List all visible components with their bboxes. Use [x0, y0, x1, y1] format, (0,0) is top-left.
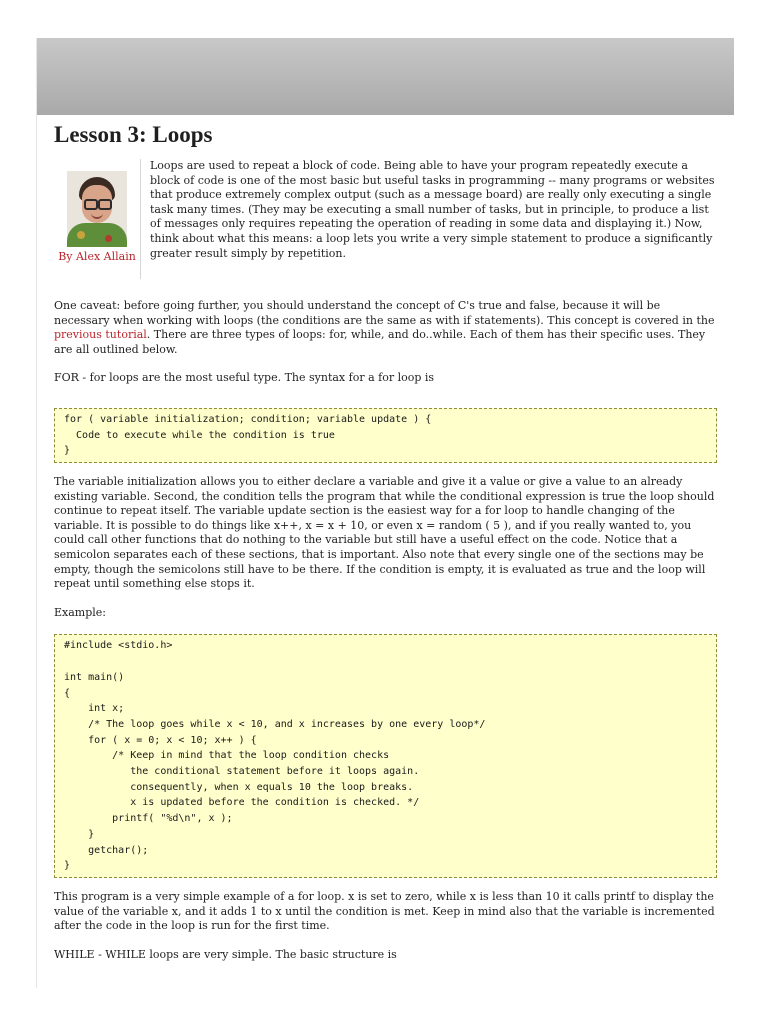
intro-section: [54, 159, 717, 299]
previous-tutorial-link[interactable]: previous tutorial: [54, 328, 147, 342]
for-syntax-code-block: for ( variable initialization; condition; variable update ) { Code to execute while the condition is true }: [54, 408, 717, 463]
while-intro-paragraph: WHILE - WHILE loops are very simple. The basic structure is: [54, 947, 397, 961]
example-label: Example:: [54, 605, 106, 619]
author-block: [54, 171, 140, 263]
author-byline-link[interactable]: By Alex Allain: [58, 250, 136, 263]
caveat-paragraph: [54, 299, 716, 357]
header-banner: [37, 38, 734, 115]
document-page: [36, 38, 734, 988]
for-explanation-paragraph: The variable initialization allows you to either declare a variable and give it a value or give a value to an already existing variable. Second, the condition tells the program that while the conditional expression is true the loop should continue to repeat itself. The variable update section is the easiest way for a for loop to handle changing of the variable. It is possible to do things like x++, x = x + 10, or even x = random ( 5 ), and if you really wanted to, you could call other functions that do nothing to the variable but still have a useful effect on the code. Notice that a semicolon separates each of these sections, that is important. Also note that every single one of the sections may be empty, though the semicolons still have to be there. If the condition is empty, it is evaluated as true and the loop will repeat until something else stops it.: [54, 475, 715, 591]
caveat-text-after: . There are three types of loops: for, while, and do..while. Each of them has their specific uses. They are all outlined below.: [54, 328, 706, 356]
intro-paragraph: Loops are used to repeat a block of code. Being able to have your program repeatedly execute a block of code is one of the most basic but useful tasks in programming -- many programs or websites that produce extremely complex output (such as a message board) are really only executing a single task many times. (They may be executing a small number of tasks, but in principle, to produce a list of messages only requires repeating the operation of reading in some data and displaying it.) Now, think about what this means: a loop lets you write a very simple statement to produce a significantly greater result simply by repetition.: [150, 159, 715, 260]
page-title: Lesson 3: Loops: [54, 122, 213, 147]
for-intro-paragraph: FOR - for loops are the most useful type. The syntax for a for loop is: [54, 371, 435, 385]
intro-divider: [140, 159, 141, 279]
example-code-block: #include <stdio.h> int main() { int x; /* The loop goes while x < 10, and x increases by one every loop*/ for ( x = 0; x < 10; x++ ) { /* Keep in mind that the loop condition checks the conditional statement before it loops again. consequently, when x equals 10 the loop breaks. x is updated before the condition is checked. */ printf( "%d\n", x ); } getchar(); }: [54, 634, 717, 878]
caveat-text: One caveat: before going further, you should understand the concept of C's true and false, because it will be necessary when working with loops (the conditions are the same as with if statements). This concept is covered in the: [54, 299, 715, 327]
author-photo: [67, 171, 127, 247]
example-explanation-paragraph: This program is a very simple example of a for loop. x is set to zero, while x is less than 10 it calls printf to display the value of the variable x, and it adds 1 to x until the condition is met. Keep in mind also that the variable is incremented after the code in the loop is run for the first time.: [54, 889, 715, 933]
lesson-content: [37, 121, 734, 962]
